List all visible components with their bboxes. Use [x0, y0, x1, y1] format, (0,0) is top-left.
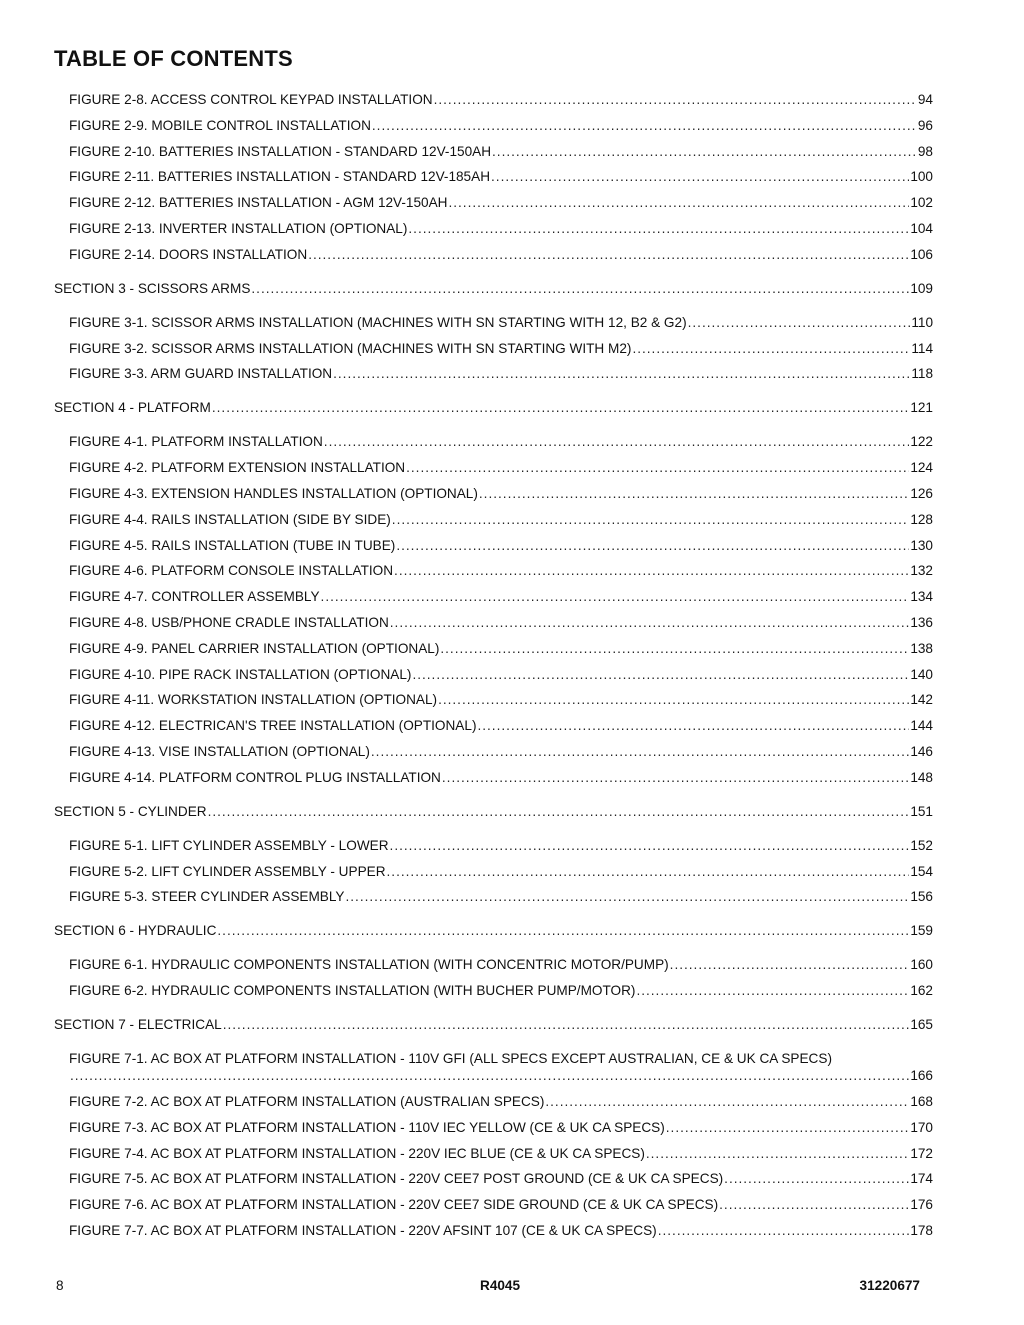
toc-entry-label: FIGURE 2-8. ACCESS CONTROL KEYPAD INSTALLATION — [69, 92, 433, 107]
leader-dots — [321, 589, 910, 605]
leader-dots — [387, 864, 910, 880]
toc-figure-entry[interactable] — [69, 1090, 933, 1110]
leader-dots — [545, 1094, 909, 1110]
leader-dots — [438, 692, 909, 708]
toc-entry-label: FIGURE 5-1. LIFT CYLINDER ASSEMBLY - LOWER — [69, 837, 389, 853]
leader-dots — [479, 486, 909, 502]
toc-figure-entry[interactable] — [69, 114, 933, 134]
leader-dots — [408, 221, 909, 237]
toc-figure-entry[interactable] — [69, 885, 933, 905]
toc-section-entry[interactable] — [54, 919, 933, 939]
leader-dots — [448, 195, 909, 211]
toc-page-number: 148 — [910, 769, 933, 785]
toc-page-number: 124 — [910, 460, 933, 476]
toc-page-number: 121 — [910, 400, 933, 416]
toc-figure-entry[interactable] — [69, 482, 933, 502]
toc-page-number: 156 — [910, 889, 933, 905]
leader-dots — [442, 770, 909, 786]
toc-page-number: 110 — [911, 314, 933, 330]
leader-dots — [308, 247, 909, 263]
toc-figure-entry[interactable] — [69, 243, 933, 263]
page-title: TABLE OF CONTENTS — [54, 46, 293, 71]
toc-figure-entry[interactable] — [69, 766, 933, 786]
toc-page-number: 118 — [911, 366, 933, 382]
toc-figure-entry[interactable] — [69, 979, 933, 999]
toc-section-entry[interactable] — [54, 1013, 933, 1033]
toc-figure-entry[interactable] — [69, 456, 933, 476]
leader-dots — [492, 144, 917, 160]
toc-section-entry[interactable] — [54, 800, 933, 820]
leader-dots — [491, 169, 909, 185]
toc-figure-entry[interactable] — [69, 362, 933, 382]
toc-entry-label: FIGURE 4-3. EXTENSION HANDLES INSTALLATION (OPTIONAL) — [69, 486, 478, 501]
toc-figure-entry[interactable] — [69, 637, 933, 657]
leader-dots — [396, 538, 909, 554]
leader-dots — [477, 718, 909, 734]
toc-figure-entry[interactable] — [69, 860, 933, 880]
leader-dots — [324, 434, 910, 450]
leader-dots — [372, 118, 917, 134]
toc-entry-label: SECTION 5 - CYLINDER — [54, 803, 207, 819]
leader-dots — [212, 400, 909, 416]
footer-doc-number: 31220677 — [859, 1278, 920, 1293]
leader-dots — [392, 512, 910, 528]
toc-page-number: 128 — [910, 511, 933, 527]
toc-entry-label: SECTION 4 - PLATFORM — [54, 400, 211, 416]
toc-page-number: 126 — [910, 486, 933, 501]
leader-dots — [434, 92, 917, 108]
leader-dots — [208, 804, 910, 820]
toc-entry-label: FIGURE 4-10. PIPE RACK INSTALLATION (OPTIONAL) — [69, 666, 412, 682]
toc-figure-entry[interactable] — [69, 714, 933, 734]
toc-figure-entry[interactable] — [69, 1142, 933, 1162]
toc-page-number: 122 — [910, 434, 933, 450]
toc-page-number: 140 — [910, 666, 933, 682]
toc-page-number: 165 — [910, 1017, 933, 1033]
toc-page-number: 109 — [910, 280, 933, 296]
toc-page-number: 166 — [910, 1068, 933, 1084]
leader-dots — [390, 615, 910, 631]
toc-entry-label: FIGURE 2-11. BATTERIES INSTALLATION - STANDARD 12V-185AH — [69, 169, 491, 185]
leader-dots — [70, 1068, 909, 1084]
toc-figure-entry[interactable] — [69, 534, 933, 554]
toc-page-number: 98 — [917, 143, 933, 159]
toc-figure-entry[interactable] — [69, 217, 933, 237]
toc-entry-label: FIGURE 6-1. HYDRAULIC COMPONENTS INSTALLATION (WITH CONCENTRIC MOTOR/PUMP) — [69, 957, 669, 973]
toc-entry-label: FIGURE 3-2. SCISSOR ARMS INSTALLATION (MACHINES WITH SN STARTING WITH M2) — [69, 340, 632, 356]
leader-dots — [440, 641, 909, 657]
toc-entry-label: FIGURE 4-13. VISE INSTALLATION (OPTIONAL) — [69, 744, 370, 759]
toc-entry-label: FIGURE 4-12. ELECTRICAN'S TREE INSTALLATION (OPTIONAL) — [69, 718, 477, 734]
toc-page-number: 159 — [910, 923, 933, 939]
toc-figure-entry[interactable] — [69, 953, 933, 973]
toc-entry-label: FIGURE 3-1. SCISSOR ARMS INSTALLATION (MACHINES WITH SN STARTING WITH 12, B2 & G2) — [69, 314, 687, 330]
toc-page-number: 178 — [910, 1223, 933, 1238]
toc-page-number: 152 — [910, 837, 933, 853]
leader-dots — [666, 1120, 910, 1136]
toc-entry-label: FIGURE 2-14. DOORS INSTALLATION — [69, 246, 308, 262]
toc-entry-label: FIGURE 7-5. AC BOX AT PLATFORM INSTALLATION - 220V CEE7 POST GROUND (CE & UK CA SPECS) — [69, 1171, 724, 1187]
toc-figure-entry[interactable] — [69, 1167, 933, 1187]
toc-page-number: 160 — [910, 957, 933, 973]
toc-entry-label: FIGURE 2-12. BATTERIES INSTALLATION - AGM 12V-150AH — [69, 195, 448, 211]
toc-page-number: 136 — [910, 615, 933, 630]
toc-page-number: 102 — [910, 195, 933, 211]
toc-entry-label: FIGURE 7-6. AC BOX AT PLATFORM INSTALLATION - 220V CEE7 SIDE GROUND (CE & UK CA SPECS) — [69, 1197, 719, 1213]
toc-entry-label: FIGURE 4-14. PLATFORM CONTROL PLUG INSTALLATION — [69, 769, 441, 785]
toc-entry-label: FIGURE 4-11. WORKSTATION INSTALLATION (OPTIONAL) — [69, 692, 438, 708]
toc-entry-label: FIGURE 2-13. INVERTER INSTALLATION (OPTIONAL) — [69, 221, 408, 236]
toc-entry-label: FIGURE 5-3. STEER CYLINDER ASSEMBLY — [69, 889, 345, 905]
toc-figure-entry[interactable] — [69, 585, 933, 605]
leader-dots — [412, 667, 909, 683]
toc-page-number: 94 — [917, 92, 933, 107]
leader-dots — [390, 838, 910, 854]
leader-dots — [719, 1197, 909, 1213]
toc-entry-label: SECTION 3 - SCISSORS ARMS — [54, 280, 251, 296]
leader-dots — [251, 281, 909, 297]
leader-dots — [345, 889, 909, 905]
toc-entry-continuation[interactable] — [69, 1064, 933, 1084]
toc-page-number: 170 — [910, 1119, 933, 1135]
toc-entry-label: FIGURE 7-4. AC BOX AT PLATFORM INSTALLATION - 220V IEC BLUE (CE & UK CA SPECS) — [69, 1145, 645, 1161]
toc-page-number: 96 — [917, 117, 933, 133]
leader-dots — [371, 744, 909, 760]
toc-page-number: 144 — [910, 718, 933, 734]
toc-entry-label: SECTION 6 - HYDRAULIC — [54, 923, 217, 939]
toc-entry-label: FIGURE 2-9. MOBILE CONTROL INSTALLATION — [69, 117, 371, 133]
toc-figure-entry[interactable] — [69, 1219, 933, 1239]
toc-entry-label: FIGURE 6-2. HYDRAULIC COMPONENTS INSTALLATION (WITH BUCHER PUMP/MOTOR) — [69, 983, 636, 999]
footer-model: R4045 — [480, 1278, 521, 1293]
toc-figure-entry[interactable] — [69, 559, 933, 579]
toc-figure-entry[interactable] — [69, 311, 933, 331]
leader-dots — [670, 957, 910, 973]
toc-figure-entry[interactable] — [69, 191, 933, 211]
toc-entry-label: FIGURE 4-7. CONTROLLER ASSEMBLY — [69, 589, 320, 605]
leader-dots — [223, 1017, 910, 1033]
toc-page-number: 134 — [910, 589, 933, 605]
toc-figure-entry[interactable] — [69, 88, 933, 108]
toc-page-number: 104 — [910, 221, 933, 236]
toc-figure-entry[interactable] — [69, 688, 933, 708]
toc-figure-entry[interactable] — [69, 430, 933, 450]
toc-page-number: 174 — [910, 1171, 933, 1187]
toc-page-number: 176 — [910, 1197, 933, 1213]
toc-page-number: 132 — [910, 563, 933, 579]
toc-figure-entry[interactable] — [69, 337, 933, 357]
toc-entry-label: FIGURE 5-2. LIFT CYLINDER ASSEMBLY - UPPER — [69, 863, 386, 879]
leader-dots — [636, 983, 909, 999]
toc-entry-label: FIGURE 4-8. USB/PHONE CRADLE INSTALLATION — [69, 615, 389, 630]
toc-entry-label: FIGURE 3-3. ARM GUARD INSTALLATION — [69, 366, 333, 382]
leader-dots — [632, 341, 910, 357]
toc-page-number: 142 — [910, 692, 933, 708]
toc-entry-label: FIGURE 4-9. PANEL CARRIER INSTALLATION (OPTIONAL) — [69, 640, 440, 656]
leader-dots — [406, 460, 909, 476]
toc-section-entry[interactable] — [54, 277, 933, 297]
toc-figure-entry[interactable] — [69, 834, 933, 854]
toc-figure-entry[interactable] — [69, 740, 933, 760]
toc-page-number: 154 — [910, 863, 933, 879]
toc-entry-label: FIGURE 7-7. AC BOX AT PLATFORM INSTALLATION - 220V AFSINT 107 (CE & UK CA SPECS) — [69, 1223, 657, 1238]
toc-entry-label: FIGURE 4-2. PLATFORM EXTENSION INSTALLATION — [69, 460, 406, 476]
toc-figure-entry[interactable] — [69, 611, 933, 631]
toc-figure-entry[interactable] — [69, 508, 933, 528]
toc-page-number: 106 — [910, 246, 933, 262]
leader-dots — [646, 1146, 909, 1162]
toc-page-number: 138 — [910, 640, 933, 656]
toc-figure-entry[interactable] — [69, 165, 933, 185]
leader-dots — [724, 1171, 909, 1187]
leader-dots — [217, 923, 909, 939]
toc-entry-label: SECTION 7 - ELECTRICAL — [54, 1017, 222, 1033]
toc-section-entry[interactable] — [54, 396, 933, 416]
toc-entry-label: FIGURE 4-5. RAILS INSTALLATION (TUBE IN TUBE) — [69, 537, 396, 553]
toc-page-number: 172 — [910, 1145, 933, 1161]
toc-page-number: 162 — [910, 983, 933, 999]
toc-page-number: 100 — [910, 169, 933, 185]
toc-figure-entry[interactable] — [69, 140, 933, 160]
toc-entry-label: FIGURE 4-1. PLATFORM INSTALLATION — [69, 434, 323, 450]
toc-entry-label: FIGURE 7-2. AC BOX AT PLATFORM INSTALLATION (AUSTRALIAN SPECS) — [69, 1094, 545, 1109]
leader-dots — [394, 563, 909, 579]
toc-entry-label: FIGURE 4-4. RAILS INSTALLATION (SIDE BY SIDE) — [69, 511, 391, 527]
toc-entry-label: FIGURE 7-3. AC BOX AT PLATFORM INSTALLATION - 110V IEC YELLOW (CE & UK CA SPECS) — [69, 1119, 665, 1135]
toc-page-number: 114 — [911, 340, 933, 356]
footer-page-number: 8 — [56, 1278, 64, 1293]
toc-page-number: 168 — [910, 1094, 933, 1109]
toc-page-number: 146 — [910, 744, 933, 759]
toc-entry-label: FIGURE 4-6. PLATFORM CONSOLE INSTALLATION — [69, 563, 394, 579]
leader-dots — [333, 366, 910, 382]
toc-entry-label: FIGURE 2-10. BATTERIES INSTALLATION - STANDARD 12V-150AH — [69, 143, 492, 159]
leader-dots — [688, 315, 911, 331]
toc-figure-entry[interactable] — [69, 1116, 933, 1136]
toc-page-number: 130 — [910, 537, 933, 553]
toc-figure-entry[interactable] — [69, 663, 933, 683]
toc-figure-entry[interactable] — [69, 1193, 933, 1213]
toc-entry-label-wrapped[interactable]: FIGURE 7-1. AC BOX AT PLATFORM INSTALLATION - 110V GFI (ALL SPECS EXCEPT AUSTRALIAN, CE & UK CA SPECS) — [69, 1051, 832, 1067]
toc-page-number: 151 — [910, 803, 933, 819]
leader-dots — [658, 1223, 910, 1239]
